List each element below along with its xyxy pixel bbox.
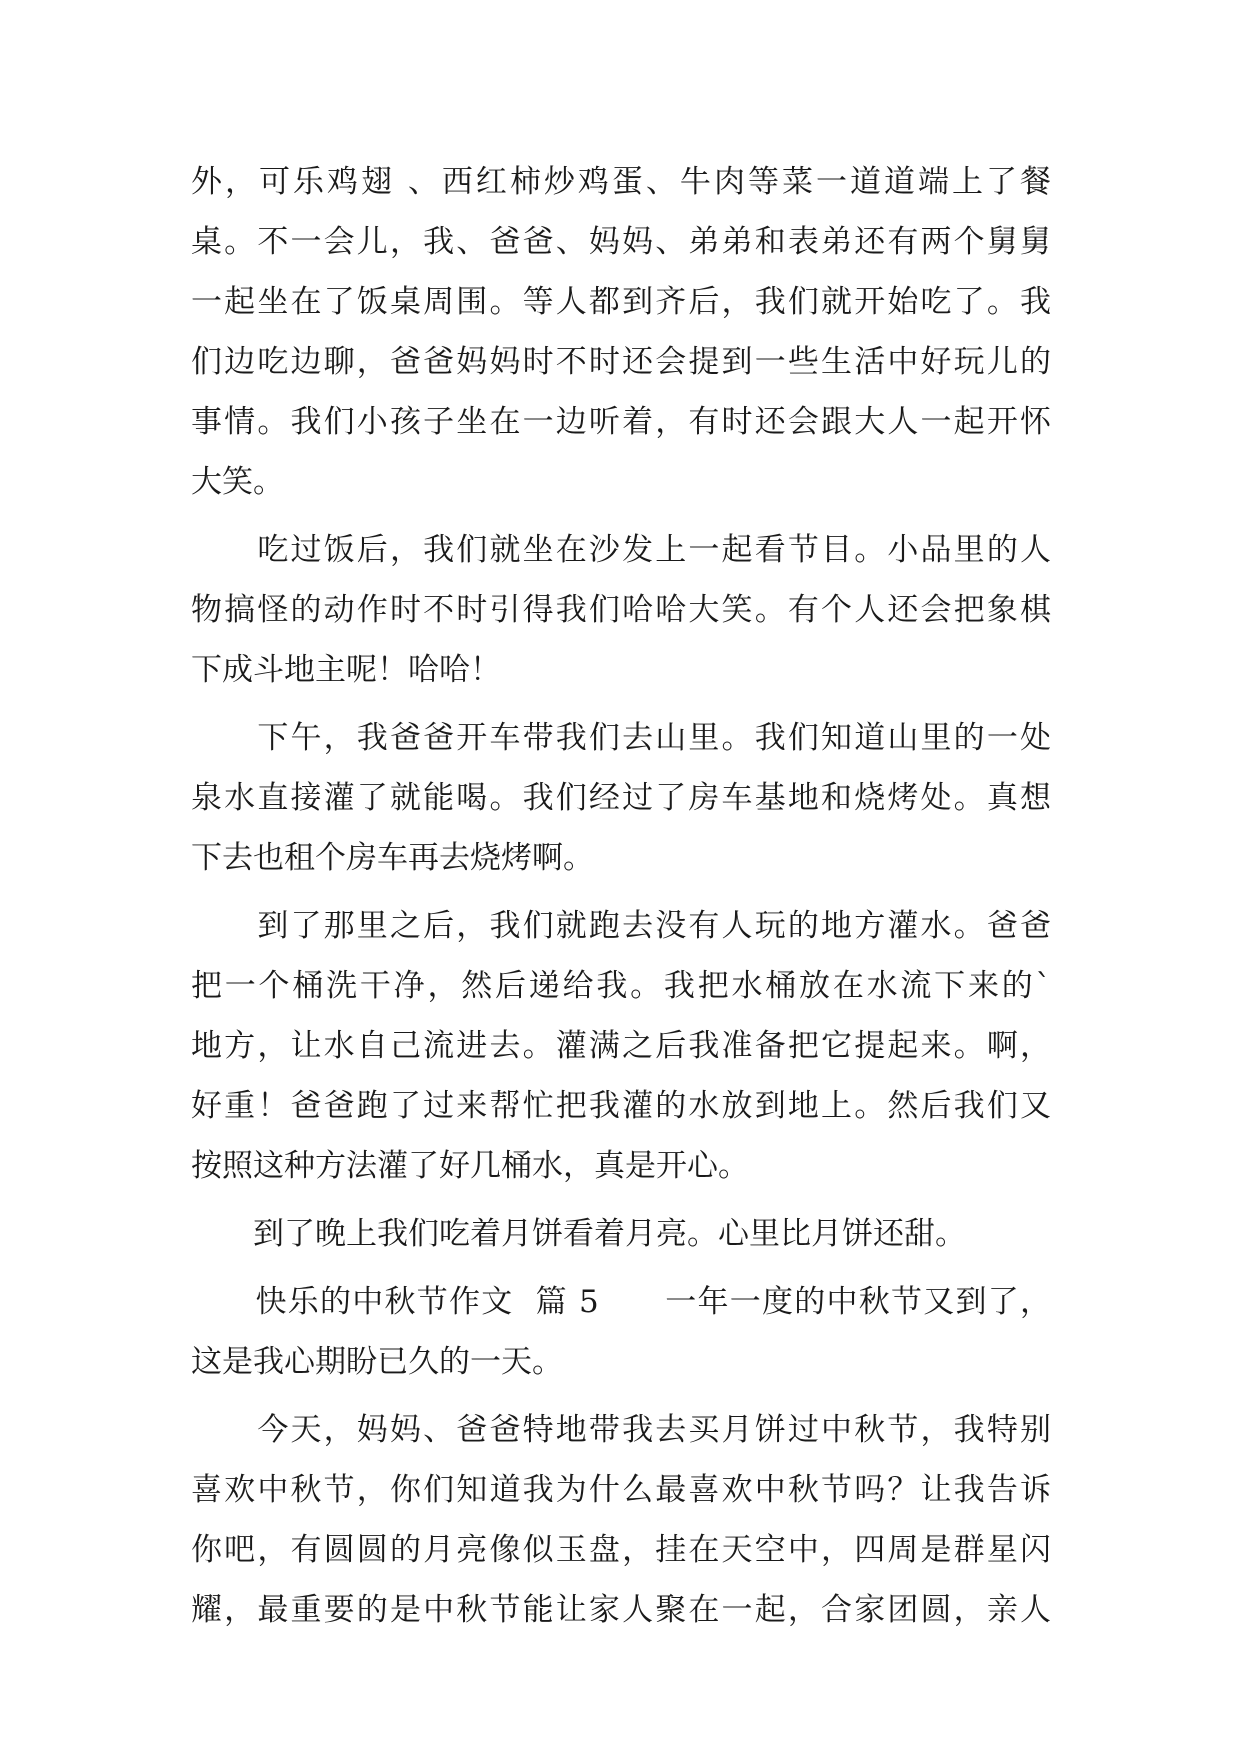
text-line: 喜欢中秋节，你们知道我为什么最喜欢中秋节吗？让我告诉 xyxy=(191,1472,1051,1508)
paragraph xyxy=(191,1400,1051,1640)
paragraph xyxy=(191,896,1051,1196)
document-body xyxy=(191,152,1051,1640)
text-line: 按照这种方法灌了好几桶水，真是开心。 xyxy=(191,1148,749,1184)
text-line: 吃过饭后，我们就坐在沙发上一起看节目。小品里的人 xyxy=(191,532,1051,568)
paragraph xyxy=(191,1204,1051,1264)
text-line: 到了那里之后，我们就跑去没有人玩的地方灌水。爸爸 xyxy=(191,908,1051,944)
text-line: 到了晚上我们吃着月饼看着月亮。心里比月饼还甜。 xyxy=(191,1216,966,1252)
text-line: 们边吃边聊，爸爸妈妈时不时还会提到一些生活中好玩儿的 xyxy=(191,344,1051,380)
text-line: 好重！爸爸跑了过来帮忙把我灌的水放到地上。然后我们又 xyxy=(191,1088,1051,1124)
text-line: 外，可乐鸡翅 、西红柿炒鸡蛋、牛肉等菜一道道端上了餐 xyxy=(191,164,1051,200)
text-line: 一起坐在了饭桌周围。等人都到齐后，我们就开始吃了。我 xyxy=(191,284,1051,320)
text-line: 下去也租个房车再去烧烤啊。 xyxy=(191,840,594,876)
paragraph xyxy=(191,152,1051,512)
text-line: 下成斗地主呢！哈哈！ xyxy=(191,652,501,688)
text-line: 把一个桶洗干净，然后递给我。我把水桶放在水流下来的` xyxy=(191,968,1051,1004)
text-line: 耀，最重要的是中秋节能让家人聚在一起，合家团圆，亲人 xyxy=(191,1592,1051,1628)
paragraph xyxy=(191,708,1051,888)
text-line: 这是我心期盼已久的一天。 xyxy=(191,1344,563,1380)
text-line: 物搞怪的动作时不时引得我们哈哈大笑。有个人还会把象棋 xyxy=(191,592,1051,628)
text-line: 泉水直接灌了就能喝。我们经过了房车基地和烧烤处。真想 xyxy=(191,780,1051,816)
paragraph xyxy=(191,520,1051,700)
text-line: 桌。不一会儿，我、爸爸、妈妈、弟弟和表弟还有两个舅舅 xyxy=(191,224,1051,260)
text-line: 快乐的中秋节作文 篇 5 一年一度的中秋节又到了， xyxy=(191,1284,1051,1320)
paragraph xyxy=(191,1272,1051,1392)
text-line: 地方，让水自己流进去。灌满之后我准备把它提起来。啊， xyxy=(191,1028,1051,1064)
text-line: 事情。我们小孩子坐在一边听着，有时还会跟大人一起开怀 xyxy=(191,404,1051,440)
text-line: 大笑。 xyxy=(191,464,284,500)
text-line: 今天，妈妈、爸爸特地带我去买月饼过中秋节，我特别 xyxy=(191,1412,1051,1448)
text-line: 你吧，有圆圆的月亮像似玉盘，挂在天空中，四周是群星闪 xyxy=(191,1532,1051,1568)
text-line: 下午，我爸爸开车带我们去山里。我们知道山里的一处 xyxy=(191,720,1051,756)
